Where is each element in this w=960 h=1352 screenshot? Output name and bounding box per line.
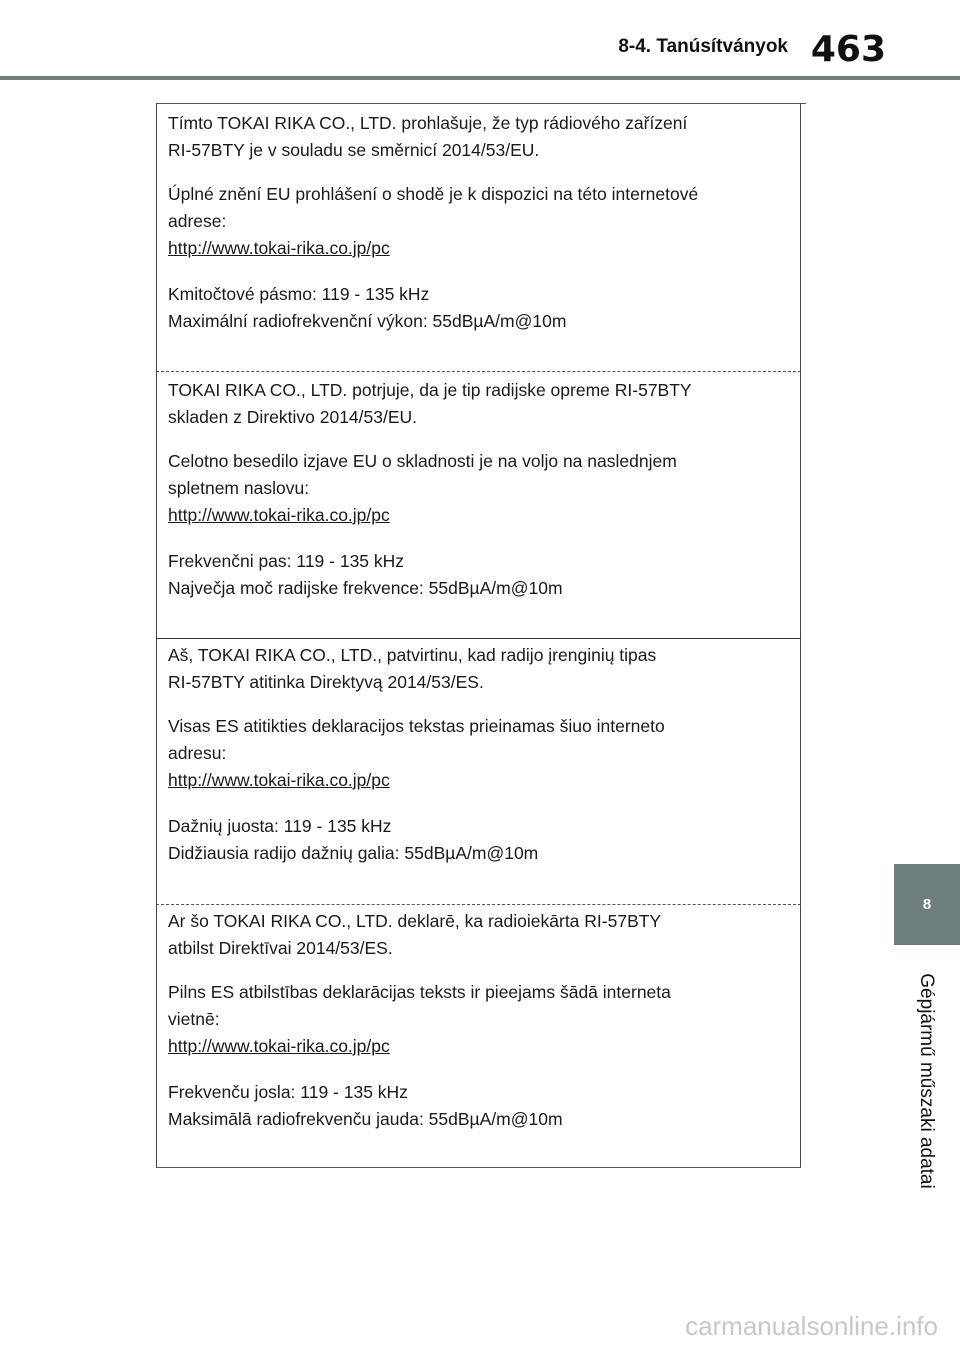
declaration-url-link[interactable]: http://www.tokai-rika.co.jp/pc [168,505,390,525]
declaration-line: Aš, TOKAI RIKA CO., LTD., patvirtinu, kad radijo įrenginių tipas [168,645,657,665]
declaration-line: atbilst Direktīvai 2014/53/ES. [168,938,393,958]
declaration-latvian [168,908,772,1133]
declaration-line: spletnem naslovu: [168,478,310,498]
page-number: 463 [810,29,886,70]
declaration-line: Celotno besedilo izjave EU o skladnosti je na voljo na naslednjem [168,451,677,471]
chapter-tab[interactable]: 8 [894,864,960,945]
separator-2 [156,638,801,639]
chapter-title: Gépjármű műszaki adatai [916,973,937,1189]
separator-1 [156,371,801,372]
declaration-line: TOKAI RIKA CO., LTD. potrjuje, da je tip radijske opreme RI-57BTY [168,380,692,400]
declaration-line: adresu: [168,743,227,763]
frequency-band: Frekvenču josla: 119 - 135 kHz [168,1082,408,1102]
declaration-line: Pilns ES atbilstības deklarācijas teksts ir pieejams šādā interneta [168,982,671,1002]
frequency-band: Dažnių juosta: 119 - 135 kHz [168,816,392,836]
declaration-lithuanian [168,642,772,867]
declaration-czech [168,110,772,335]
max-power: Maximální radiofrekvenční výkon: 55dBµA/m@10m [168,311,567,331]
declaration-line: Úplné znění EU prohlášení o shodě je k dispozici na této internetové [168,184,699,204]
max-power: Didžiausia radijo dažnių galia: 55dBµA/m@10m [168,843,539,863]
frequency-band: Frekvenčni pas: 119 - 135 kHz [168,551,405,571]
declaration-line: vietnē: [168,1009,220,1029]
declaration-url-link[interactable]: http://www.tokai-rika.co.jp/pc [168,238,390,258]
declaration-line: Visas ES atitikties deklaracijos tekstas prieinamas šiuo interneto [168,716,665,736]
separator-3 [156,904,801,905]
watermark: carmanualsonline.info [685,1311,938,1341]
declaration-line: Tímto TOKAI RIKA CO., LTD. prohlašuje, že typ rádiového zařízení [168,113,688,133]
declaration-slovenian [168,377,772,602]
declaration-line: Ar šo TOKAI RIKA CO., LTD. deklarē, ka radioiekārta RI-57BTY [168,911,662,931]
header-rule [0,76,960,80]
declaration-line: RI-57BTY je v souladu se směrnicí 2014/53/EU. [168,140,540,160]
declaration-url-link[interactable]: http://www.tokai-rika.co.jp/pc [168,1036,390,1056]
declaration-line: RI-57BTY atitinka Direktyvą 2014/53/ES. [168,672,484,692]
declaration-url-link[interactable]: http://www.tokai-rika.co.jp/pc [168,770,390,790]
frequency-band: Kmitočtové pásmo: 119 - 135 kHz [168,284,430,304]
declaration-line: adrese: [168,211,227,231]
box-bottom-border [156,1167,801,1168]
max-power: Največja moč radijske frekvence: 55dBµA/m@10m [168,578,563,598]
declaration-line: skladen z Direktivo 2014/53/EU. [168,407,418,427]
max-power: Maksimālā radiofrekvenču jauda: 55dBµA/m@10m [168,1109,563,1129]
section-title: 8-4. Tanúsítványok [618,36,788,57]
